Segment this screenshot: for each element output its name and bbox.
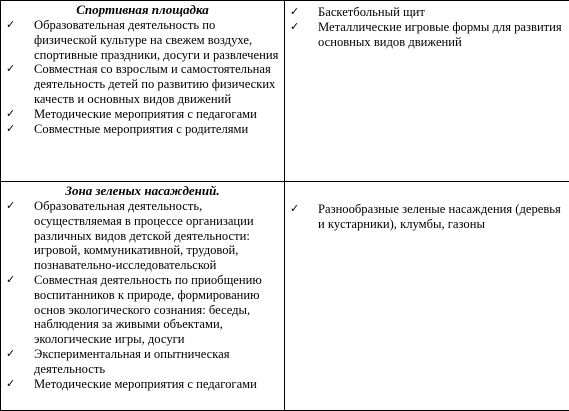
list-item [289,20,565,50]
equipment-list [289,5,565,49]
list-item [289,202,565,232]
list-item [5,62,280,106]
list-item-text: Совместные мероприятия с родителями [34,122,248,136]
check-icon: ✓ [6,199,15,214]
list-item-text: Баскетбольный щит [318,5,425,19]
table-row [1,182,569,411]
check-icon: ✓ [6,107,15,122]
zone-title: Спортивная площадка [5,3,280,17]
list-item-text: Методические мероприятия с педагогами [34,377,257,391]
activities-cell [1,1,285,182]
list-item [5,377,280,392]
check-icon: ✓ [290,20,299,35]
equipment-cell [285,1,569,182]
check-icon: ✓ [6,273,15,288]
check-icon: ✓ [290,5,299,20]
activities-list [5,18,280,136]
check-icon: ✓ [290,202,299,217]
zone-title: Зона зеленых насаждений. [5,184,280,198]
list-item-text: Методические мероприятия с педагогами [34,107,257,121]
list-item-text: Образовательная деятельность по физической культуре на свежем воздухе, спортивные праздники, досуги и развлечения [34,18,278,62]
list-item-text: Разнообразные зеленые насаждения (деревья и кустарники), клумбы, газоны [318,202,561,231]
check-icon: ✓ [6,377,15,392]
list-item-text: Экспериментальная и опытническая деятельность [34,347,230,376]
check-icon: ✓ [6,122,15,137]
equipment-cell [285,182,569,411]
list-item [5,273,280,347]
list-item [289,5,565,20]
list-item-text: Совместная со взрослым и самостоятельная деятельность детей по развитию физических качеств и основных видов движений [34,62,275,106]
check-icon: ✓ [6,62,15,77]
list-item [5,199,280,273]
list-item-text: Совместная деятельность по приобщению воспитанников к природе, формированию основ экологического сознания: беседы, наблюдения за живыми объектами, экологические игры, досуги [34,273,262,346]
activities-cell [1,182,285,411]
check-icon: ✓ [6,347,15,362]
list-item [5,18,280,62]
activities-list [5,199,280,391]
list-item [5,347,280,377]
equipment-list [289,202,565,232]
list-item [5,122,280,137]
list-item-text: Образовательная деятельность, осуществляемая в процессе организации различных видов детской деятельности: игровой, коммуникативной, трудовой, познавательно-исследовательской [34,199,254,272]
list-item-text: Металлические игровые формы для развития основных видов движений [318,20,562,49]
list-item [5,107,280,122]
check-icon: ✓ [6,18,15,33]
table-row [1,1,569,182]
